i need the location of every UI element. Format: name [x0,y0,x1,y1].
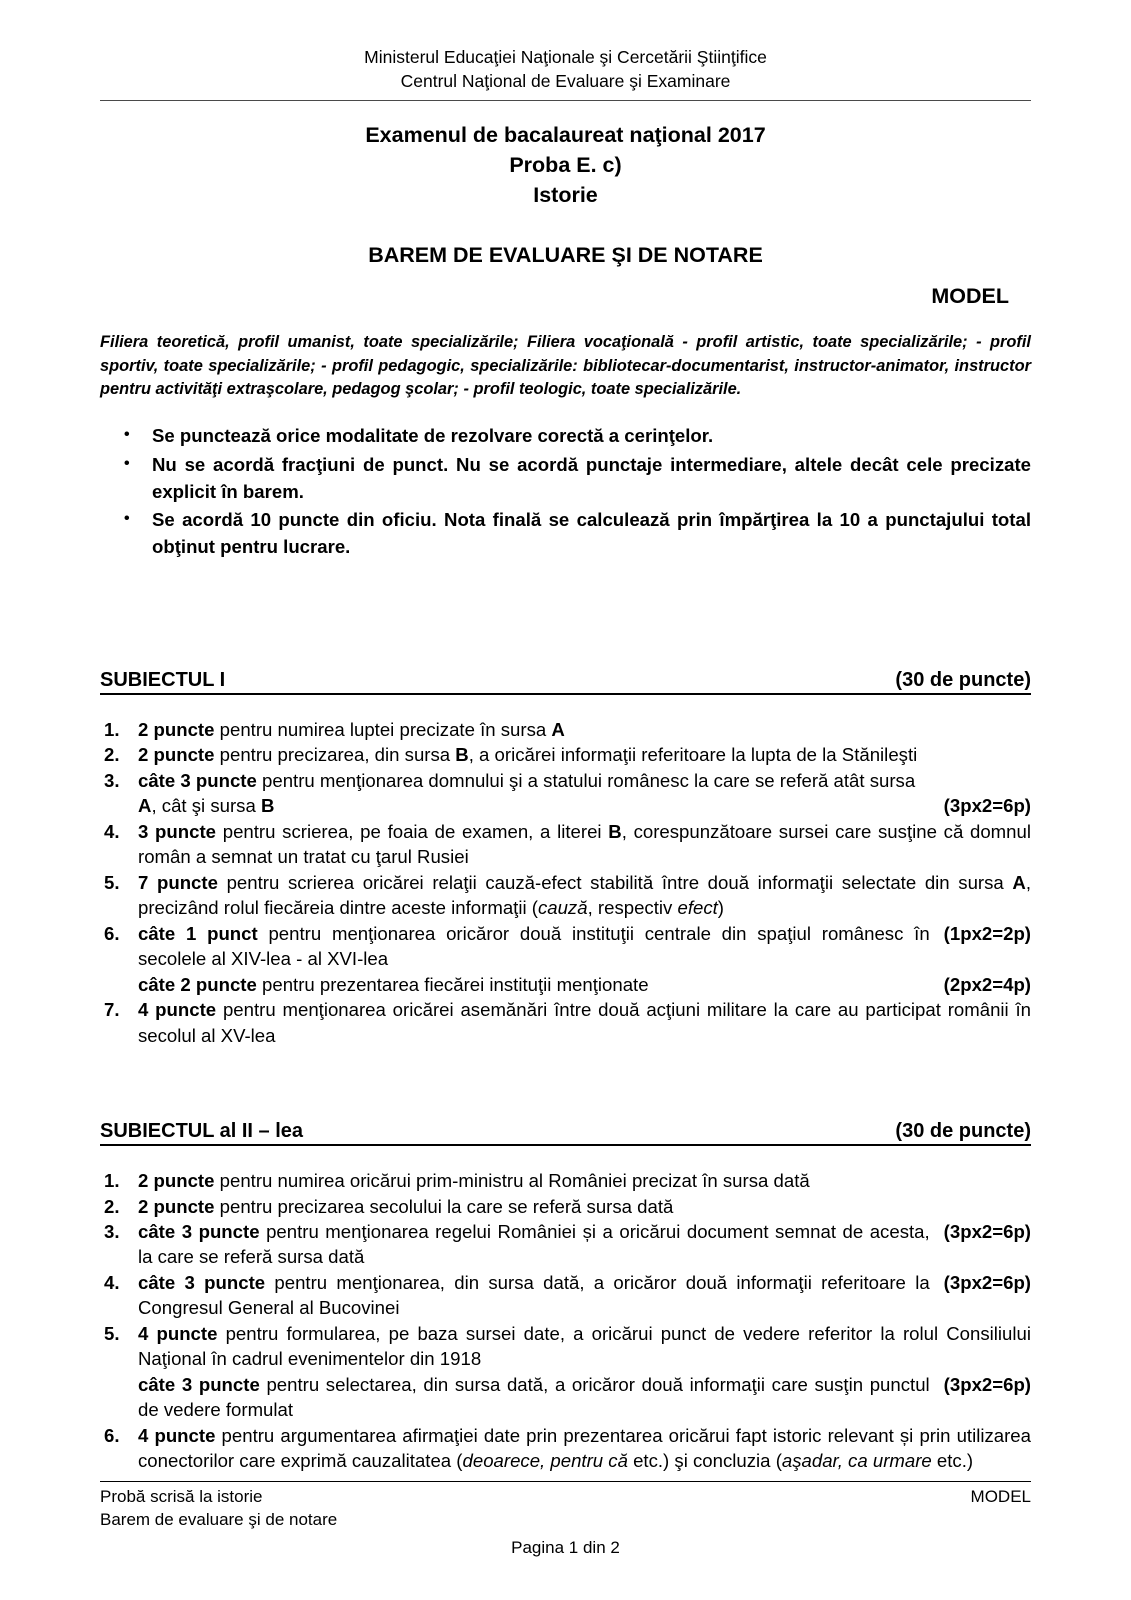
item-body-2 [138,793,274,818]
section-title: SUBIECTUL al II – lea [100,1120,304,1143]
item-points-lead: 2 puncte [138,1170,215,1192]
item-body: pentru scrierea, pe foaia de examen, a literei [216,820,609,842]
item-body-4: ) [717,897,724,919]
exam-name: Examenul de bacalaureat naţional 2017 [365,123,766,148]
item-body-2: pentru selectarea, din sursa dată, a oricăror două informaţii care susţin punctul de vedere formulat [138,1373,930,1421]
item-body-2: etc.) şi concluzia ( [627,1450,782,1472]
item-number: 4. [104,1271,120,1293]
page-footer [100,1481,1031,1558]
item-text-continued [138,793,1031,818]
item-body-wrap [138,1219,930,1270]
item-points-lead: 4 puncte [138,1424,216,1446]
ministry-line-2: Centrul Naţional de Evaluare şi Examinare [400,70,731,91]
item-number: 5. [104,871,120,893]
list-item [100,921,1031,997]
model-label-top: MODEL [931,284,1009,309]
item-body: pentru precizarea secolului la care se referă sursa dată [214,1195,674,1217]
item-points-value: (3px2=6p) [943,795,1031,817]
section-heading-subiectul-1 [100,669,1031,695]
list-item [100,507,1031,561]
item-points-lead: câte 3 puncte [138,1220,260,1242]
footer-left [100,1486,337,1532]
item-body: pentru numirea luptei precizate în sursa [214,718,552,740]
item-text [138,1194,1031,1219]
item-number: 5. [104,1322,120,1344]
item-text [138,819,1031,870]
item-text [138,870,1031,921]
item-body: pentru menţionarea oricărei asemănări între două acţiuni militare la care au participat românii în secolul al XV-lea [138,999,1031,1046]
item-points-lead: 4 puncte [138,999,217,1021]
footer-exam-label: Probă scrisă la istorie [100,1487,263,1507]
item-points-lead: câte 1 punct [138,922,258,944]
footer-barem-label: Barem de evaluare şi de notare [100,1510,338,1530]
item-number: 6. [104,1424,120,1446]
item-points-value: (3px2=6p) [943,1220,1031,1242]
ministry-header [100,0,1031,93]
emphasis-deoarece: deoarece, pentru că [462,1450,628,1472]
item-body-2: , a oricărei informaţii referitoare la lupta de la Stănileşti [468,744,918,766]
barem-title: BAREM DE EVALUARE ŞI DE NOTARE [368,243,763,268]
item-text-sub [138,972,1031,997]
item-body-3: , respectiv [587,897,678,919]
item-number: 1. [104,718,120,740]
item-body: pentru scrierea oricărei relaţii cauză-efect stabilită între două informaţii selectate din sursa [217,871,1013,893]
emphasis-cauza: cauză [537,897,588,919]
exam-title-block [100,121,1031,210]
item-body: pentru menţionarea, din sursa dată, a oricăror două informaţii referitoare la Congresul General al Bucovinei [138,1271,930,1319]
item-text [138,1321,1031,1372]
item-points-lead: 2 puncte [138,744,215,766]
item-points-value: (3px2=6p) [943,1271,1031,1293]
item-text-sub [138,1372,1031,1423]
bullet-icon: • [124,454,130,472]
list-item [100,1168,1031,1193]
item-body-2: pentru prezentarea fiecărei instituţii menţionate [256,973,649,995]
list-item [100,1321,1031,1423]
item-body: pentru numirea oricărui prim-ministru al României precizat în sursa dată [214,1170,810,1192]
item-body-wrap-2 [138,1372,930,1423]
item-text [138,768,1031,793]
rule-text: Nu se acordă fracţiuni de punct. Nu se acordă punctaje intermediare, altele decât cele precizate explicit în barem. [152,453,1031,502]
item-points-lead-2: câte 3 puncte [138,1373,260,1395]
source-ref-2: B [260,795,275,817]
exam-proba: Proba E. c) [509,152,622,177]
list-item [100,870,1031,921]
item-body: pentru menţionarea oricăror două instituţii centrale din spaţiul românesc în secolele al XIV-lea - al XVI-lea [138,922,930,970]
item-number: 7. [104,999,120,1021]
filiera-paragraph: Filiera teoretică, profil umanist, toate specializările; Filiera vocaţională - profil artistic, toate specializările; - profil sportiv, toate specializările; - profil pedagogic, specializările: bibliotecar-documentarist, instructor-animator, instructor pentru activităţi extraşcolare, pedagog şcolar; - profil teologic, toate specializările. [100,333,1031,398]
emphasis-asadar: aşadar, ca urmare [781,1450,932,1472]
subiectul-1-items [100,717,1031,1048]
source-ref: B [608,820,622,842]
item-number: 2. [104,744,120,766]
item-points-lead: 2 puncte [138,1195,215,1217]
section-heading-subiectul-2 [100,1120,1031,1146]
bullet-icon: • [124,510,130,528]
list-item [100,1423,1031,1474]
list-item [100,819,1031,870]
item-body: pentru menţionarea regelui României și a oricărui document semnat de acesta, la care se referă sursa dată [138,1220,930,1268]
item-text [138,997,1031,1048]
item-body: pentru precizarea, din sursa [214,744,456,766]
item-body-2: , corespunzătoare sursei care susţine că domnul român a semnat un tratat cu ţarul Rusiei [138,820,1031,868]
item-text [138,1219,1031,1270]
section-points: (30 de puncte) [895,668,1031,691]
rule-text: Se punctează orice modalitate de rezolvare corectă a cerinţelor. [152,425,714,447]
subiectul-2-items [100,1168,1031,1474]
list-item [100,423,1031,450]
item-points-lead: câte 3 puncte [138,1271,266,1293]
item-text [138,921,1031,972]
item-text [138,742,1031,767]
ministry-line-1: Ministerul Educaţiei Naţionale şi Cercetării Ştiinţifice [364,47,767,67]
item-points-lead: 7 puncte [138,871,218,893]
item-points-lead: 2 puncte [138,718,215,740]
item-text [138,1270,1031,1321]
source-ref: A [1012,871,1026,893]
item-body: pentru argumentarea afirmaţiei date prin prezentarea oricărui fapt istoric relevant și prin utilizarea conectorilor care exprimă cauzalitatea ( [138,1424,1031,1472]
source-ref: A [138,795,152,817]
item-points-lead-2: câte 2 puncte [138,973,257,995]
list-item [100,997,1031,1048]
item-number: 4. [104,820,120,842]
item-points-value-2: (3px2=6p) [943,1373,1031,1395]
item-number: 3. [104,1220,120,1242]
item-body-3: etc.) [931,1450,974,1472]
section-points: (30 de puncte) [895,1120,1031,1143]
emphasis-efect: efect [677,897,718,919]
item-text [138,1168,1031,1193]
rule-text: Se acordă 10 puncte din oficiu. Nota finală se calculează prin împărţirea la 10 a punctajului total obţinut pentru lucrare. [152,509,1031,558]
item-text [138,717,1031,742]
item-number: 2. [104,1195,120,1217]
footer-row [100,1486,1031,1532]
item-points-lead: 3 puncte [138,820,217,842]
grading-rules-list [100,423,1031,561]
item-body-wrap [138,1270,930,1321]
section-title: SUBIECTUL I [100,668,226,691]
list-item [100,1194,1031,1219]
item-number: 6. [104,922,120,944]
item-number: 3. [104,769,120,791]
source-ref: A [551,718,565,740]
item-points-value-2: (2px2=4p) [943,973,1031,995]
list-item [100,768,1031,819]
item-body: pentru formularea, pe baza sursei date, a oricărui punct de vedere referitor la rolul Consiliului Naţional în cadrul evenimentelor din 1918 [138,1322,1031,1370]
footer-model-label: MODEL [970,1487,1031,1507]
item-points-lead: 4 puncte [138,1322,218,1344]
list-item [100,742,1031,767]
header-divider [100,100,1031,101]
list-item [100,1270,1031,1321]
list-item [100,717,1031,742]
item-body: pentru menţionarea domnului şi a statului românesc la care se referă atât sursa [256,769,916,791]
exam-subject: Istorie [533,182,598,207]
page-number: Pagina 1 din 2 [511,1538,620,1557]
item-body-wrap-2 [138,972,649,997]
list-item [100,1219,1031,1270]
item-body-2: , precizând rolul fiecăreia dintre aceste informaţii ( [138,871,1031,919]
item-body-wrap [138,921,930,972]
footer-divider [100,1481,1031,1482]
item-number: 1. [104,1170,120,1192]
item-points-lead: câte 3 puncte [138,769,257,791]
item-body-3: , cât şi sursa [151,795,261,817]
item-text [138,1423,1031,1474]
list-item [100,452,1031,506]
item-points-value: (1px2=2p) [943,922,1031,944]
bullet-icon: • [124,426,130,444]
source-ref: B [455,744,469,766]
